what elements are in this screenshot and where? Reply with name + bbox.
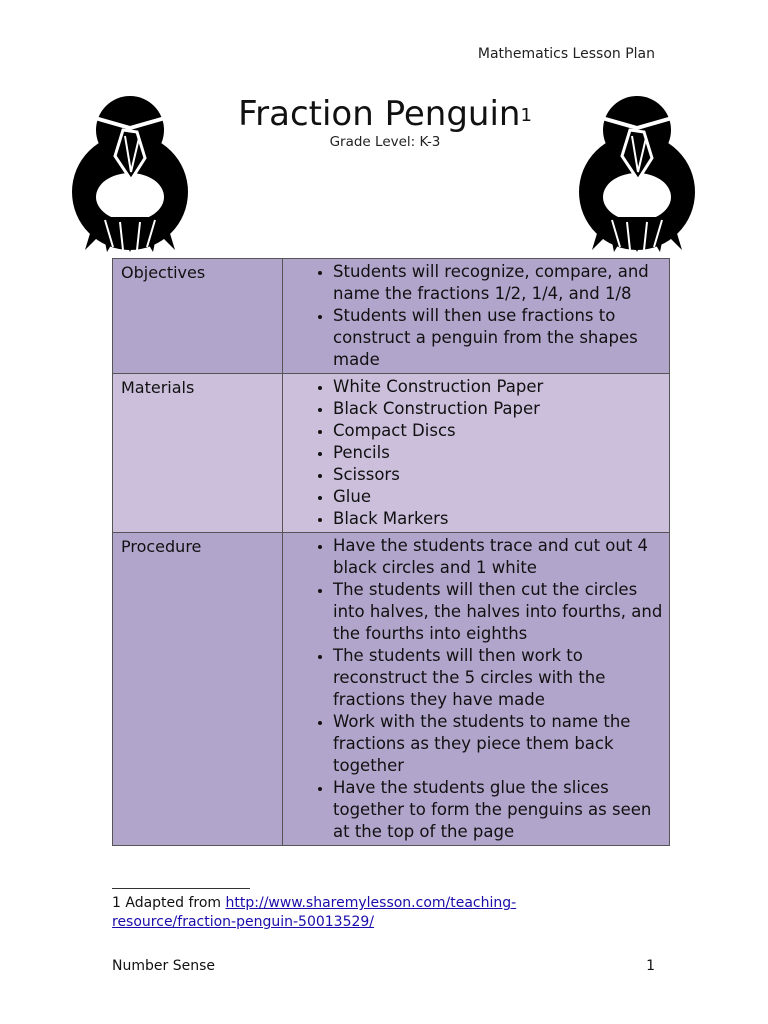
page-title [200, 92, 570, 136]
procedure-label: Procedure [113, 533, 283, 846]
objectives-list [283, 261, 663, 371]
footnote-separator [112, 888, 250, 889]
grade-level: Grade Level: K-3 [329, 134, 441, 150]
materials-list [283, 376, 663, 530]
page-number: 1 [646, 958, 655, 974]
list-item: • Black Markers [333, 508, 663, 530]
list-item: • The students will then cut the circles into halves, the halves into fourths, and the fourths into eighths [333, 579, 663, 645]
procedure-row [113, 533, 670, 846]
footnote-prefix: 1 Adapted from [112, 895, 226, 911]
lesson-plan-table [112, 258, 670, 846]
list-item: • Black Construction Paper [333, 398, 663, 420]
objectives-row [113, 259, 670, 374]
list-item: • Students will recognize, compare, and name the fractions 1/2, 1/4, and 1/8 [333, 261, 663, 305]
footnote-link[interactable]: http://www.sharemylesson.com/teaching-resource/fraction-penguin-50013529/ [112, 895, 517, 930]
objectives-label: Objectives [113, 259, 283, 374]
footnote [112, 894, 582, 932]
title-text: Fraction Penguin [238, 94, 521, 134]
list-item: • White Construction Paper [333, 376, 663, 398]
list-item: • Students will then use fractions to construct a penguin from the shapes made [333, 305, 663, 371]
title-block [200, 92, 570, 150]
list-item: • Pencils [333, 442, 663, 464]
penguin-illustration-left [65, 92, 195, 257]
materials-row [113, 374, 670, 533]
document-header-label: Mathematics Lesson Plan [477, 46, 655, 62]
list-item: • Scissors [333, 464, 663, 486]
list-item: • The students will then work to reconstruct the 5 circles with the fractions they have made [333, 645, 663, 711]
materials-content [283, 374, 670, 533]
list-item: • Have the students glue the slices together to form the penguins as seen at the top of the page [333, 777, 663, 843]
list-item: • Work with the students to name the fractions as they piece them back together [333, 711, 663, 777]
list-item: • Glue [333, 486, 663, 508]
objectives-content [283, 259, 670, 374]
footer-section-label: Number Sense [112, 958, 215, 974]
title-footnote-mark: 1 [520, 105, 532, 126]
materials-label: Materials [113, 374, 283, 533]
procedure-content [283, 533, 670, 846]
procedure-list [283, 535, 663, 843]
list-item: • Have the students trace and cut out 4 black circles and 1 white [333, 535, 663, 579]
penguin-illustration-right [572, 92, 702, 257]
list-item: • Compact Discs [333, 420, 663, 442]
